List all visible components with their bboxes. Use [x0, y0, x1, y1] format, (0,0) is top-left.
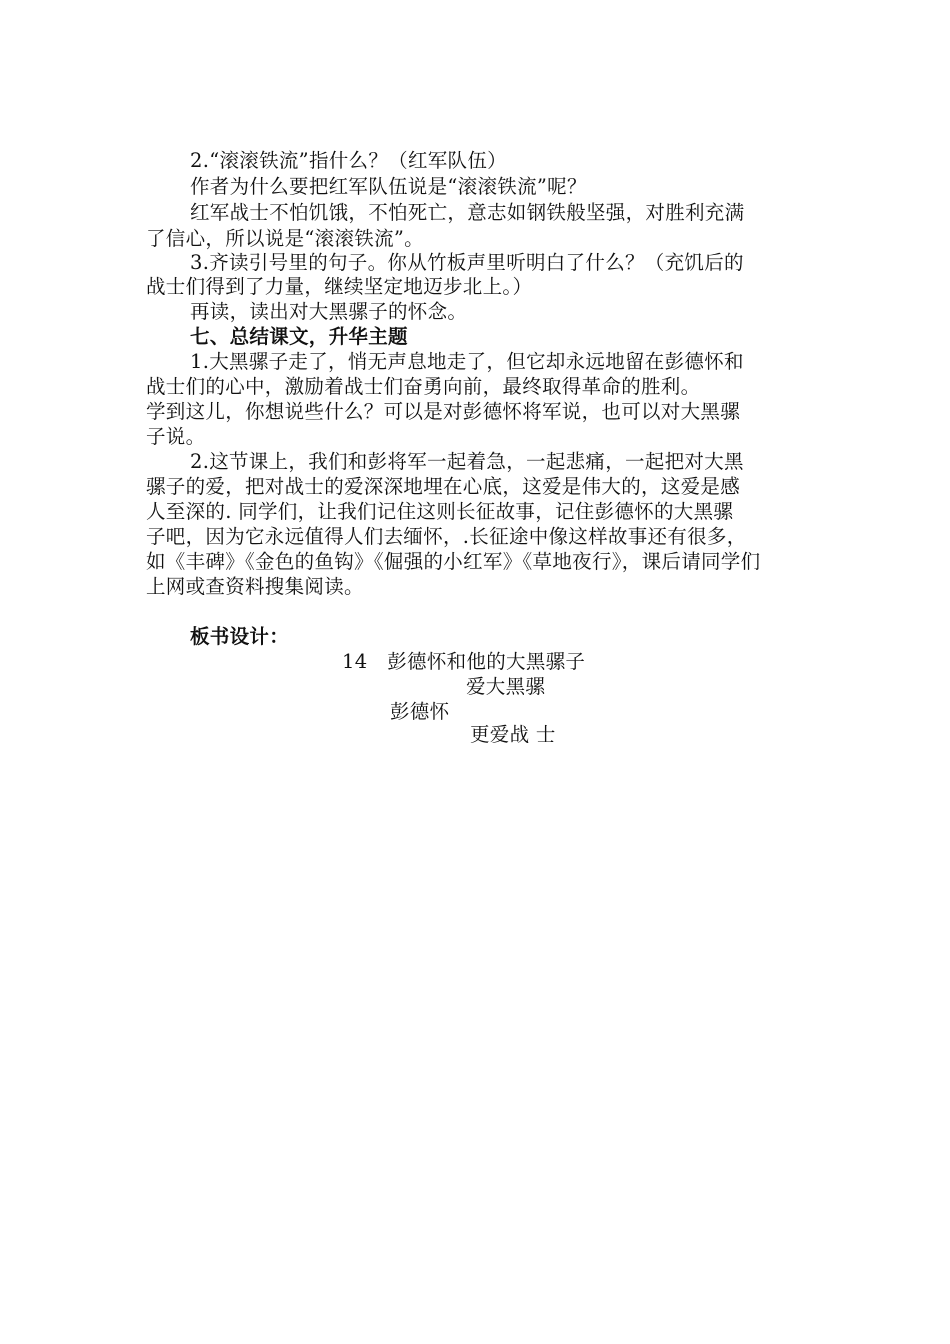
board-title: 14 彭德怀和他的大黑骡子 — [342, 650, 586, 673]
paragraph-summary-2-line6: 上网或查资料搜集阅读。 — [146, 575, 364, 598]
paragraph-answer-line2: 了信心，所以说是“滚滚铁流”。 — [146, 227, 424, 250]
paragraph-reread: 再读，读出对大黑骡子的怀念。 — [190, 300, 468, 323]
paragraph-summary-2-line3: 人至深的. 同学们，让我们记住这则长征故事，记住彭德怀的大黑骡 — [146, 500, 734, 523]
board-design-label: 板书设计： — [190, 625, 290, 648]
board-name: 彭德怀 — [390, 700, 450, 723]
paragraph-summary-2-line2: 骡子的爱，把对战士的爱深深地埋在心底，这爱是伟大的，这爱是感 — [146, 475, 741, 498]
paragraph-summary-2-line4: 子吧，因为它永远值得人们去缅怀，.长征途中像这样故事还有很多， — [146, 525, 747, 548]
paragraph-why: 作者为什么要把红军队伍说是“滚滚铁流”呢？ — [190, 175, 587, 198]
paragraph-question-3-line1: 3.齐读引号里的句子。你从竹板声里听明白了什么？（充饥后的 — [190, 251, 744, 274]
paragraph-summary-1-line2: 战士们的心中，激励着战士们奋勇向前，最终取得革命的胜利。 — [146, 375, 701, 398]
paragraph-question-2: 2.“滚滚铁流”指什么？（红军队伍） — [190, 149, 507, 172]
paragraph-summary-1-line4: 子说。 — [146, 425, 206, 448]
paragraph-summary-1-line3: 学到这儿，你想说些什么？可以是对彭德怀将军说，也可以对大黑骡 — [146, 400, 741, 423]
board-love-mule: 爱大黑骡 — [466, 675, 546, 698]
paragraph-summary-2-line1: 2.这节课上，我们和彭将军一起着急，一起悲痛，一起把对大黑 — [190, 450, 744, 473]
paragraph-question-3-line2: 战士们得到了力量，继续坚定地迈步北上。） — [146, 275, 533, 298]
section-heading-7: 七、总结课文，升华主题 — [190, 325, 408, 348]
board-love-soldiers: 更爱战 士 — [470, 723, 556, 746]
paragraph-summary-2-line5: 如《丰碑》《金色的鱼钩》《倔强的小红军》《草地夜行》，课后请同学们 — [146, 550, 761, 573]
paragraph-summary-1-line1: 1.大黑骡子走了，悄无声息地走了，但它却永远地留在彭德怀和 — [190, 350, 744, 373]
paragraph-answer-line1: 红军战士不怕饥饿，不怕死亡，意志如钢铁般坚强，对胜利充满 — [190, 201, 745, 224]
